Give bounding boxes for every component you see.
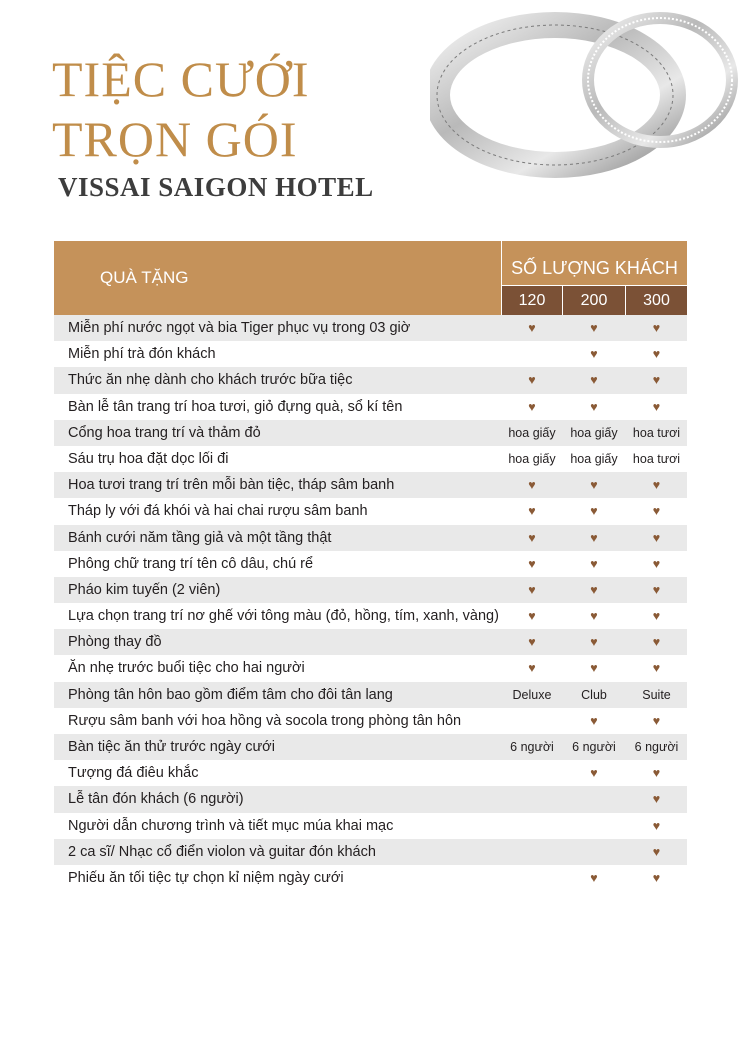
page-title-line1: TIỆC CƯỚI (52, 51, 310, 107)
row-label: Cổng hoa trang trí và thảm đỏ (68, 424, 261, 441)
row-label: Phòng tân hôn bao gồm điểm tâm cho đôi tân lang (68, 686, 393, 703)
gift-header-label: QUÀ TẶNG (100, 268, 189, 287)
row-value: 6 người (572, 740, 616, 754)
table-row (54, 839, 687, 865)
row-value: Club (581, 687, 607, 702)
heart-icon: ♥ (528, 321, 536, 335)
heart-icon: ♥ (652, 792, 661, 807)
heart-icon: ♥ (528, 609, 536, 624)
heart-icon: ♥ (652, 870, 661, 885)
row-label: Pháo kim tuyến (2 viên) (68, 581, 221, 598)
table-row (54, 367, 687, 393)
table-row (54, 525, 687, 551)
column-header-300: 300 (626, 286, 687, 315)
heart-icon: ♥ (652, 556, 661, 571)
table-row (54, 786, 687, 812)
heart-icon: ♥ (590, 713, 598, 728)
heart-icon: ♥ (652, 766, 661, 781)
heart-icon: ♥ (652, 661, 661, 676)
row-value (502, 708, 562, 734)
heart-icon: ♥ (528, 373, 536, 388)
table-row (54, 420, 687, 446)
heart-icon: ♥ (528, 661, 536, 676)
row-value: Deluxe (512, 687, 552, 702)
heart-icon: ♥ (652, 478, 661, 493)
heart-icon: ♥ (652, 844, 661, 859)
table-row (54, 708, 687, 734)
row-value (563, 786, 625, 812)
row-label: Bánh cưới năm tầng giả và một tầng thật (68, 529, 332, 546)
row-value (502, 341, 562, 367)
heart-icon: ♥ (590, 661, 598, 676)
row-value (502, 839, 562, 865)
row-label: Phiếu ăn tối tiệc tự chọn kỉ niệm ngày cưới (68, 869, 344, 886)
row-value (502, 865, 562, 891)
row-label: Lễ tân đón khách (6 người) (68, 791, 244, 808)
heart-icon: ♥ (590, 556, 598, 571)
row-value (563, 813, 625, 839)
heart-icon: ♥ (652, 373, 661, 388)
table-row (54, 682, 687, 708)
heart-icon: ♥ (590, 373, 598, 388)
heart-icon: ♥ (590, 582, 598, 597)
heart-icon: ♥ (590, 399, 598, 414)
row-value: hoa giấy (508, 425, 556, 440)
heart-icon: ♥ (652, 504, 661, 519)
table-row (54, 577, 687, 603)
row-label: Miễn phí trà đón khách (68, 346, 216, 363)
table-row (54, 760, 687, 786)
package-table (54, 241, 687, 891)
table-row (54, 655, 687, 681)
heart-icon: ♥ (528, 556, 536, 571)
row-value: hoa giấy (570, 451, 618, 466)
table-row (54, 341, 687, 367)
row-value: 6 người (634, 740, 679, 754)
row-label: 2 ca sĩ/ Nhạc cổ điển violon và guitar đón khách (68, 843, 376, 860)
heart-icon: ♥ (590, 635, 598, 650)
row-label: Miễn phí nước ngọt và bia Tiger phục vụ trong 03 giờ (68, 320, 411, 336)
table-row (54, 315, 687, 341)
page-title-line2: TRỌN GÓI (52, 111, 298, 167)
wedding-rings-image (430, 0, 740, 200)
table-body (54, 315, 687, 891)
hotel-name: VISSAI SAIGON HOTEL (58, 172, 374, 202)
row-label: Thức ăn nhẹ dành cho khách trước bữa tiệc (68, 372, 353, 389)
heart-icon: ♥ (590, 504, 598, 519)
row-label: Sáu trụ hoa đặt dọc lối đi (68, 450, 229, 467)
heart-icon: ♥ (528, 635, 536, 650)
row-value (502, 786, 562, 812)
column-header-200: 200 (563, 286, 625, 315)
row-value (502, 760, 562, 786)
guest-count-header: SỐ LƯỢNG KHÁCH (502, 241, 687, 285)
row-label: Bàn lễ tân trang trí hoa tươi, giỏ đựng quà, sổ kí tên (68, 398, 403, 415)
heart-icon: ♥ (528, 478, 536, 493)
row-value: Suite (642, 687, 671, 702)
heart-icon: ♥ (590, 321, 598, 335)
table-row (54, 865, 687, 891)
gift-header (54, 241, 501, 315)
table-header (54, 241, 687, 315)
heart-icon: ♥ (528, 582, 536, 597)
table-row (54, 734, 687, 760)
heart-icon: ♥ (652, 713, 661, 728)
table-row (54, 813, 687, 839)
table-row (54, 446, 687, 472)
row-label: Hoa tươi trang trí trên mỗi bàn tiệc, tháp sâm banh (68, 477, 395, 494)
heart-icon: ♥ (528, 530, 536, 545)
heart-icon: ♥ (528, 504, 536, 519)
row-value: hoa tươi (632, 451, 681, 466)
row-label: Bàn tiệc ăn thử trước ngày cưới (68, 739, 275, 755)
row-value: hoa giấy (508, 451, 556, 466)
row-label: Lựa chọn trang trí nơ ghế với tông màu (đỏ, hồng, tím, xanh, vàng) (68, 608, 499, 625)
heart-icon: ♥ (652, 347, 661, 362)
heart-icon: ♥ (652, 321, 661, 335)
table-row (54, 603, 687, 629)
row-label: Ăn nhẹ trước buổi tiệc cho hai người (68, 660, 305, 677)
heart-icon: ♥ (590, 870, 598, 885)
heart-icon: ♥ (590, 347, 598, 362)
row-value: 6 người (510, 740, 554, 754)
heart-icon: ♥ (590, 766, 598, 781)
table-row (54, 394, 687, 420)
table-row (54, 629, 687, 655)
row-label: Phông chữ trang trí tên cô dâu, chú rể (68, 555, 314, 572)
table-row (54, 551, 687, 577)
heart-icon: ♥ (590, 609, 598, 624)
table-row (54, 472, 687, 498)
row-label: Tượng đá điêu khắc (68, 765, 199, 782)
row-value: hoa tươi (632, 425, 681, 440)
row-label: Rượu sâm banh với hoa hồng và socola trong phòng tân hôn (68, 712, 462, 729)
heart-icon: ♥ (528, 399, 536, 414)
heart-icon: ♥ (652, 582, 661, 597)
table-row (54, 498, 687, 524)
row-label: Tháp ly với đá khói và hai chai rượu sâm banh (68, 503, 368, 520)
row-value: hoa giấy (570, 425, 618, 440)
heart-icon: ♥ (652, 609, 661, 624)
row-label: Phòng thay đồ (68, 634, 162, 651)
row-value (502, 813, 562, 839)
heart-icon: ♥ (652, 635, 661, 650)
heart-icon: ♥ (590, 530, 598, 545)
heart-icon: ♥ (652, 399, 661, 414)
row-value (563, 839, 625, 865)
heart-icon: ♥ (590, 478, 598, 493)
heart-icon: ♥ (652, 530, 661, 545)
heart-icon: ♥ (652, 818, 661, 833)
column-header-120: 120 (502, 286, 562, 315)
row-label: Người dẫn chương trình và tiết mục múa khai mạc (68, 817, 394, 834)
